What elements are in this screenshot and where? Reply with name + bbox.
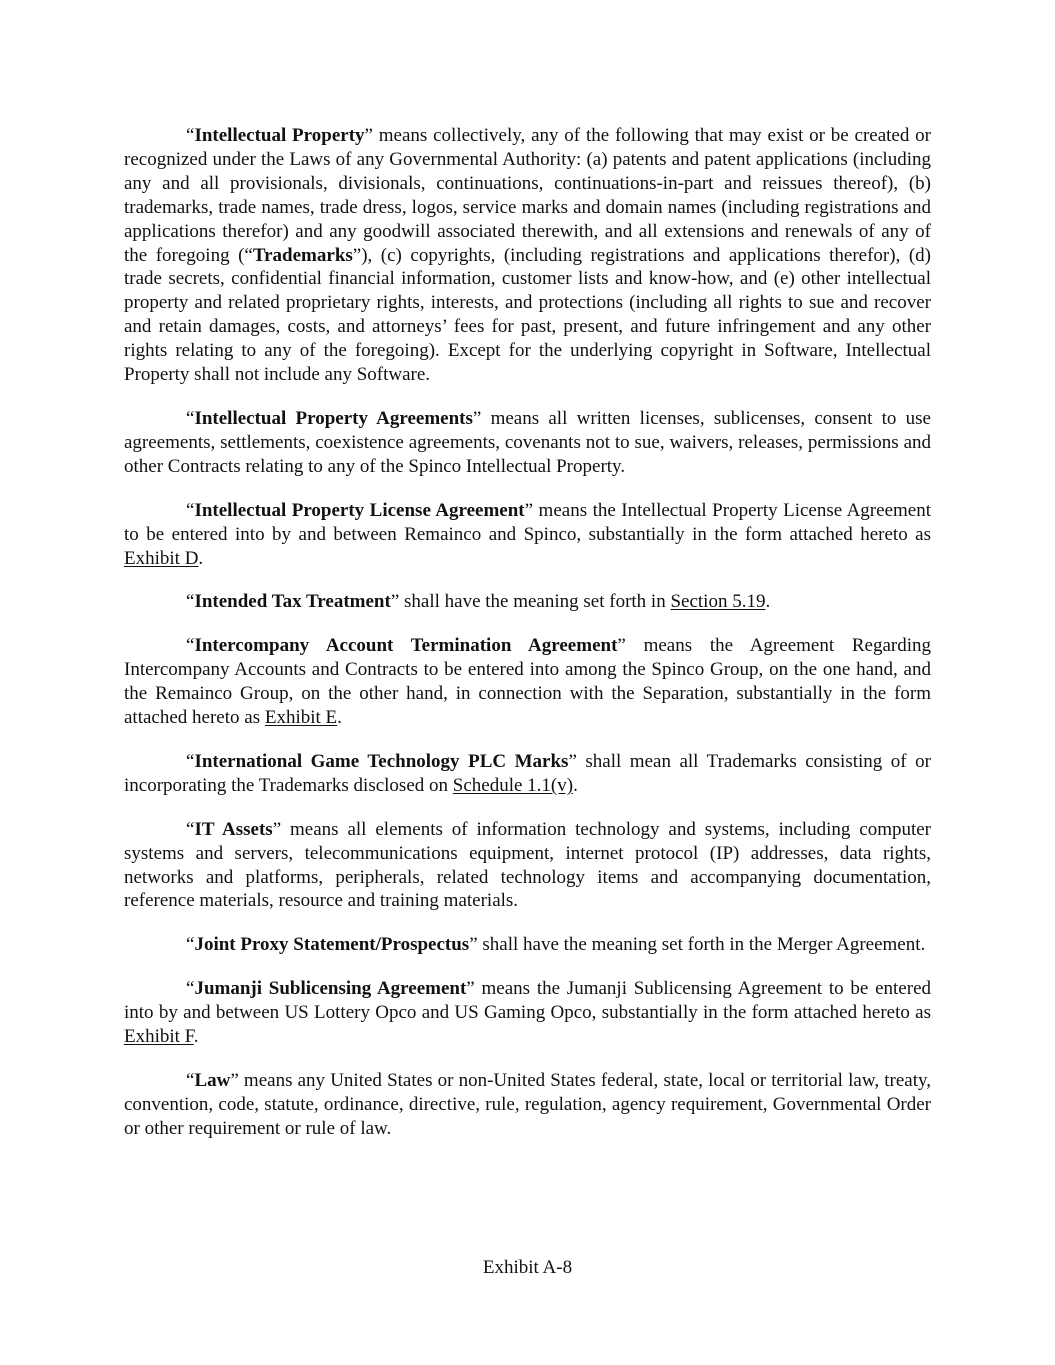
definition-igt-plc-marks: “International Game Technology PLC Marks” shall mean all Trademarks consisting of or incorporating the Trademarks disclosed on Schedule 1.1(v). [124,750,931,796]
definition-intended-tax-treatment: “Intended Tax Treatment” shall have the meaning set forth in Section 5.19. [186,591,771,613]
punctuation: . [198,547,204,569]
defined-term: Jumanji Sublicensing Agreement [194,978,467,1000]
defined-term: Intended Tax Treatment [194,591,391,613]
punctuation: . [573,774,578,796]
defined-term: Intercompany Account Termination Agreement [194,635,618,657]
definition-text: means all elements of information technology and systems, including computer systems and servers, telecommunications equipment, internet protocol (IP) addresses, data rights, networks and platforms, peripherals, related technology items and accompanying documentation, reference materials, resource and training materials. [124,818,932,912]
definition-text: means the Agreement Regarding Intercompany Accounts and Contracts to be entered into among the Spinco Group, on the one hand, and the Remainco Group, on the other hand, in connection with the Separation, substantially in the form attached hereto as [124,635,931,729]
defined-term: Law [194,1070,231,1091]
definition-text: shall mean all Trademarks consisting of or incorporating the Trademarks disclosed on [124,750,931,796]
defined-term: Intellectual Property Agreements [194,407,473,429]
page-footer: Exhibit A-8 [482,1257,573,1278]
definition-text: means the Jumanji Sublicensing Agreement to be entered into by and between US Lottery Opco and US Gaming Opco, substantially in the form attached hereto as [124,978,931,1024]
definition-text: means any United States or non-United States federal, state, local or territorial law, treaty, convention, code, statute, ordinance, directive, rule, regulation, agency requirement, Governmental Order or other requirement or rule of law. [124,1070,931,1139]
definition-ip-agreements: “Intellectual Property Agreements” means all written licenses, sublicenses, consent to use agreements, settlements, coexistence agreements, covenants not to sue, waivers, releases, permissions and other Contracts relating to any of the Spinco Intellectual Property. [124,407,931,477]
section-5-19-link[interactable]: Section 5.19 [670,591,766,613]
exhibit-f-link[interactable]: Exhibit F [124,1026,194,1048]
punctuation: . [337,707,342,729]
definition-intellectual-property: “Intellectual Property” means collectively, any of the following that may exist or be created or recognized under the Laws of any Governmental Authority: (a) patents and patent applications (including any and all provisionals, divisionals, continuations, continuations-in-part and reissues thereof), (b) trademarks, trade names, trade dress, logos, service marks and domain names (including registrations and applications therefor) and any goodwill associated therewith, and all extensions and renewals of any of the foregoing (“Trademarks”), (c) copyrights, (including registrations and applications therefor), (d) trade secrets, confidential financial information, customer lists and know-how, and (e) other intellectual property and related proprietary rights, interests, and protections (including all rights to sue and recover and retain damages, costs, and attorneys’ fees for past, present, and future infringement and any other rights relating to any of the foregoing). Except for the underlying copyright in Software, Intellectual Property shall not include any Software. [124,125,931,386]
definitions-list [124,124,931,1161]
exhibit-e-link[interactable]: Exhibit E [264,707,338,729]
definition-text: means collectively, any of the following that may exist or be created or recognized under the Laws of any Governmental Authority: (a) patents and patent applications (including any and all provisionals, divisionals, continuations, continuations-in-part and reissues thereof), (b) trademarks, trade names, trade dress, logos, service marks and domain names (including registrations and applications therefor) and any goodwill associated therewith, and all extensions and renewals of any of the foregoing (“ [124,125,931,266]
definition-text: shall have the meaning set forth in [399,591,671,613]
definition-joint-proxy-statement: “Joint Proxy Statement/Prospectus” shall have the meaning set forth in the Merger Agreement. [186,934,926,956]
definition-text: shall have the meaning set forth in the Merger Agreement. [477,934,926,956]
defined-term-trademarks: Trademarks [252,244,353,266]
definition-ip-license-agreement: “Intellectual Property License Agreement” means the Intellectual Property License Agreement to be entered into by and between Remainco and Spinco, substantially in the form attached hereto as Exhibit D. [124,499,931,569]
definition-text: ”), (c) copyrights, (including registrations and applications therefor), (d) trade secrets, confidential financial information, customer lists and know-how, and (e) other intellectual property and related proprietary rights, interests, and protections (including all rights to sue and recover and retain damages, costs, and attorneys’ fees for past, present, and future infringement and any other rights relating to any of the foregoing). Except for the underlying copyright in Software, Intellectual Property shall not include any Software. [124,244,931,386]
definition-jumanji-sublicensing: “Jumanji Sublicensing Agreement” means the Jumanji Sublicensing Agreement to be entered into by and between US Lottery Opco and US Gaming Opco, substantially in the form attached hereto as Exhibit F. [124,978,931,1048]
defined-term: International Game Technology PLC Marks [194,750,569,772]
defined-term: Intellectual Property [194,125,365,146]
definition-text: means all written licenses, sublicenses, consent to use agreements, settlements, coexistence agreements, covenants not to sue, waivers, releases, permissions and other Contracts relating to any of the Spinco Intellectual Property. [124,407,931,477]
defined-term: IT Assets [194,818,273,840]
definition-intercompany-account-termination: “Intercompany Account Termination Agreement” means the Agreement Regarding Intercompany Accounts and Contracts to be entered into among the Spinco Group, on the one hand, and the Remainco Group, on the other hand, in connection with the Separation, substantially in the form attached hereto as Exhibit E. [124,635,931,729]
schedule-1-1-v-link[interactable]: Schedule 1.1(v) [452,774,574,796]
punctuation: . [193,1026,199,1048]
defined-term: Intellectual Property License Agreement [194,499,525,521]
defined-term: Joint Proxy Statement/Prospectus [194,934,470,956]
definition-it-assets: “IT Assets” means all elements of information technology and systems, including computer systems and servers, telecommunications equipment, internet protocol (IP) addresses, data rights, networks and platforms, peripherals, related technology items and accompanying documentation, reference materials, resource and training materials. [124,818,932,912]
definition-law: “Law” means any United States or non-United States federal, state, local or territorial law, treaty, convention, code, statute, ordinance, directive, rule, regulation, agency requirement, Governmental Order or other requirement or rule of law. [124,1070,931,1139]
definition-text: means the Intellectual Property License Agreement to be entered into by and between Remainco and Spinco, substantially in the form attached hereto as [124,499,931,545]
punctuation: . [765,591,771,613]
exhibit-d-link[interactable]: Exhibit D [124,547,199,569]
